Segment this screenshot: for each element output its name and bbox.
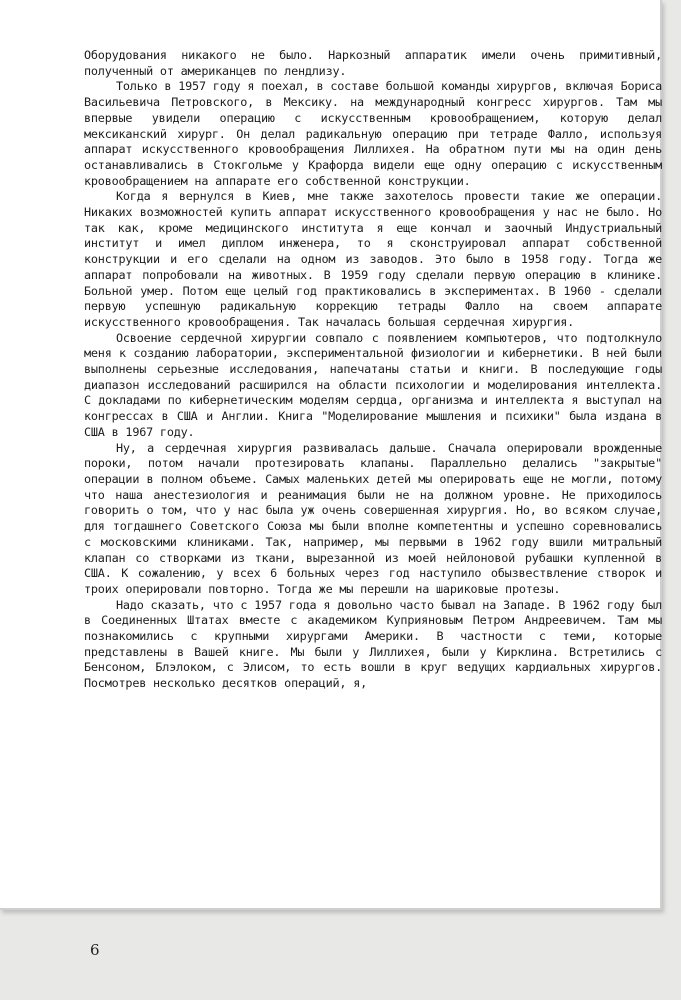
paragraph-kiev-apparatus: Когда я вернулся в Киев, мне также захотелось провести такие же операции. Никаких возможностей купить аппарат искусственного кровообращения у нас не было. Но так как, кроме медицинского института я еще кончал и заочный Индустриальный институт и имел диплом инженера, то я сконструировал аппарат собственной конструкции и его сделали на одном из заводов. Это было в 1958 году. Тогда же аппарат попробовали на животных. В 1959 году сделали первую операцию в клинике. Больной умер. Потом еще целый год практиковались в экспериментах. В 1960 - сделали первую успешную радикальную коррекцию тетрады Фалло на своем аппарате искусственного кровообращения. Так началась большая сердечная хирургия. bbox=[84, 189, 662, 329]
paragraph-heart-surgery-development: Ну, а сердечная хирургия развивалась дальше. Сначала оперировали врожденные пороки, потом начали протезировать клапаны. Параллельно делались "закрытые" операции в полном объеме. Самых маленьких детей мы оперировать еще не могли, потому что наша анестезиология и реанимация были не на должном уровне. Не приходилось говорить о том, что у нас была уж очень совершенная хирургия. Но, во всяком случае, для тогдашнего Советского Союза мы были вполне компетентны и успешно соревновались с московскими клиниками. Так, например, мы первыми в 1962 году вшили митральный клапан со створками из ткани, вырезанной из моей нейлоновой рубашки купленной в США. К сожалению, у всех 6 больных через год наступило обызвествление створок и троих оперировали повторно. Тогда же мы перешли на шариковые протезы. bbox=[84, 440, 662, 596]
page-number: 6 bbox=[90, 941, 100, 959]
paragraph-equipment: Оборудования никакого не было. Наркозный аппаратик имели очень примитивный, полученный от американцев по лендлизу. bbox=[84, 48, 662, 78]
paragraph-west-visits: Надо сказать, что с 1957 года я довольно часто бывал на Западе. В 1962 году был в Соединенных Штатах вместе с академиком Куприяновым Петром Андреевичем. Там мы познакомились с крупными хирургами Америки. В частности с теми, которые представлены в Вашей книге. Мы были у Лиллихея, были у Кирклина. Встретились с Бенсоном, Блэлоком, с Элисом, то есть вошли в круг ведущих кардиальных хирургов. Посмотрев несколько десятков операций, я, bbox=[84, 597, 662, 691]
paragraph-cybernetics: Освоение сердечной хирургии совпало с появлением компьютеров, что подтолкнуло меня к созданию лаборатории, экспериментальной физиологии и кибернетики. В ней были выполнены серьезные исследования, напечатаны статьи и книги. В последующие годы диапазон исследований расширился на области психологии и моделирования интеллекта. С докладами по кибернетическим моделям сердца, организма и интеллекта я выступал на конгрессах в США и Англии. Книга "Моделирование мышления и психики" была издана в США в 1967 году. bbox=[84, 330, 662, 439]
paragraph-mexico-trip: Только в 1957 году я поехал, в составе большой команды хирургов, включая Бориса Васильевича Петровского, в Мексику. на международный конгресс хирургов. Там мы впервые увидели операцию с искусственным кровообращением, которую делал мексиканский хирург. Он делал радикальную операцию при тетраде Фалло, используя аппарат искусственного кровообращения Лиллихея. На обратном пути мы на один день останавливались в Стокгольме у Крафорда видели еще одну операцию с искусственным кровообращением на аппарате его собственной конструкции. bbox=[84, 79, 662, 188]
document-body bbox=[84, 48, 662, 692]
